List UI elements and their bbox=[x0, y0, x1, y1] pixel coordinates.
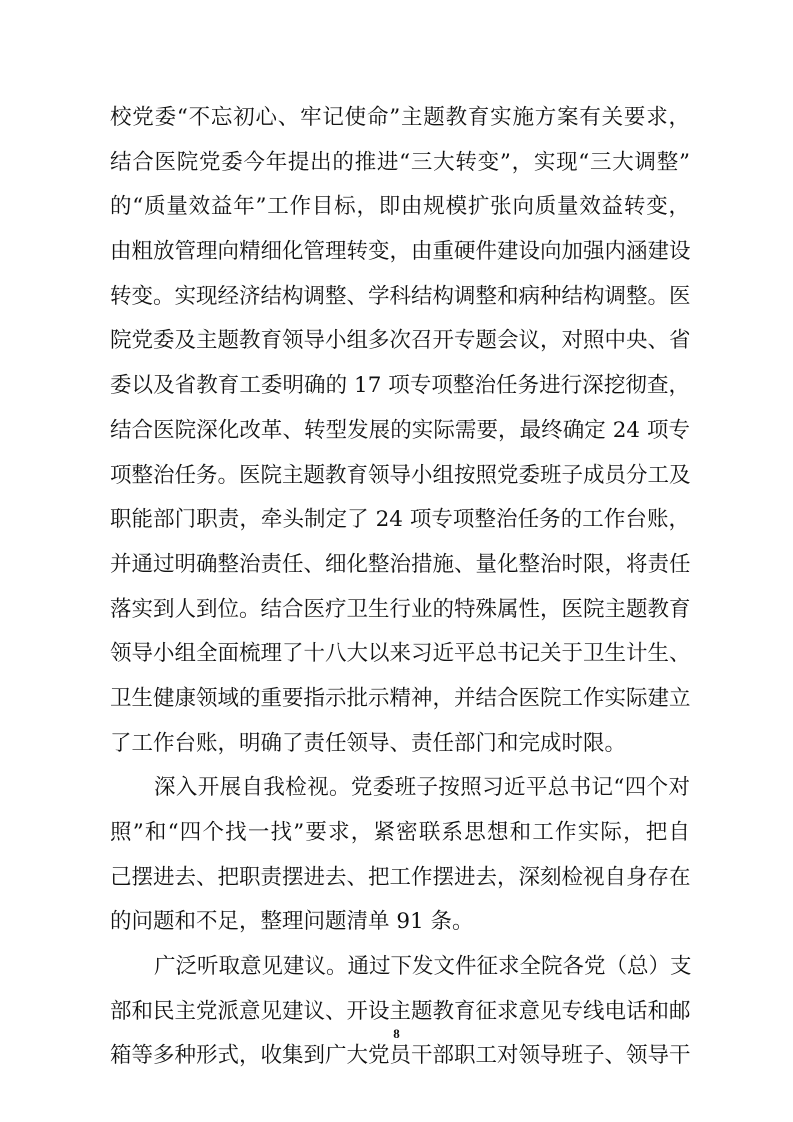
text-line: 项整治任务。医院主题教育领导小组按照党委班子成员分工及 bbox=[110, 462, 691, 488]
text-line: 转变。实现经济结构调整、学科结构调整和病种结构调整。医 bbox=[110, 283, 691, 309]
text-line: 的“质量效益年”工作目标，即由规模扩张向质量效益转变， bbox=[110, 194, 690, 220]
text-line: 部和民主党派意见建议、开设主题教育征求意见专线电话和邮 bbox=[110, 998, 691, 1024]
text-line: 己摆进去、把职责摆进去、把工作摆进去，深刻检视自身存在 bbox=[110, 864, 691, 890]
page-number: 8 bbox=[393, 1026, 400, 1041]
text-line: 结合医院党委今年提出的推进“三大转变”，实现“三大调整” bbox=[110, 149, 690, 175]
text-line: 广泛听取意见建议。通过下发文件征求全院各党（总）支 bbox=[154, 954, 692, 980]
text-line: 结合医院深化改革、转型发展的实际需要，最终确定 24 项专 bbox=[110, 417, 690, 443]
document-body bbox=[110, 96, 690, 1079]
text-line: 卫生健康领域的重要指示批示精神，并结合医院工作实际建立 bbox=[110, 685, 691, 711]
text-line: 委以及省教育工委明确的 17 项专项整治任务进行深挖彻查， bbox=[110, 373, 690, 399]
text-line: 的问题和不足，整理问题清单 91 条。 bbox=[110, 909, 474, 935]
paragraph-3 bbox=[110, 945, 690, 1079]
text-line: 由粗放管理向精细化管理转变，由重硬件建设向加强内涵建设 bbox=[110, 239, 691, 265]
text-line: 落实到人到位。结合医疗卫生行业的特殊属性，医院主题教育 bbox=[110, 596, 691, 622]
text-line: 院党委及主题教育领导小组多次召开专题会议，对照中央、省 bbox=[110, 328, 691, 354]
text-line: 领导小组全面梳理了十八大以来习近平总书记关于卫生计生、 bbox=[110, 641, 691, 667]
text-line: 职能部门职责，牵头制定了 24 项专项整治任务的工作台账， bbox=[110, 507, 690, 533]
text-line: 了工作台账，明确了责任领导、责任部门和完成时限。 bbox=[110, 730, 627, 756]
text-line: 照”和“四个找一找”要求，紧密联系思想和工作实际，把自 bbox=[110, 820, 690, 845]
paragraph-1 bbox=[110, 96, 690, 766]
text-line: 箱等多种形式，收集到广大党员干部职工对领导班子、领导干 bbox=[110, 1043, 691, 1069]
text-line: 并通过明确整治责任、细化整治措施、量化整治时限，将责任 bbox=[110, 551, 691, 577]
text-line: 校党委“不忘初心、牢记使命”主题教育实施方案有关要求， bbox=[110, 105, 690, 130]
paragraph-2 bbox=[110, 766, 690, 945]
text-line: 深入开展自我检视。党委班子按照习近平总书记“四个对 bbox=[154, 775, 690, 801]
